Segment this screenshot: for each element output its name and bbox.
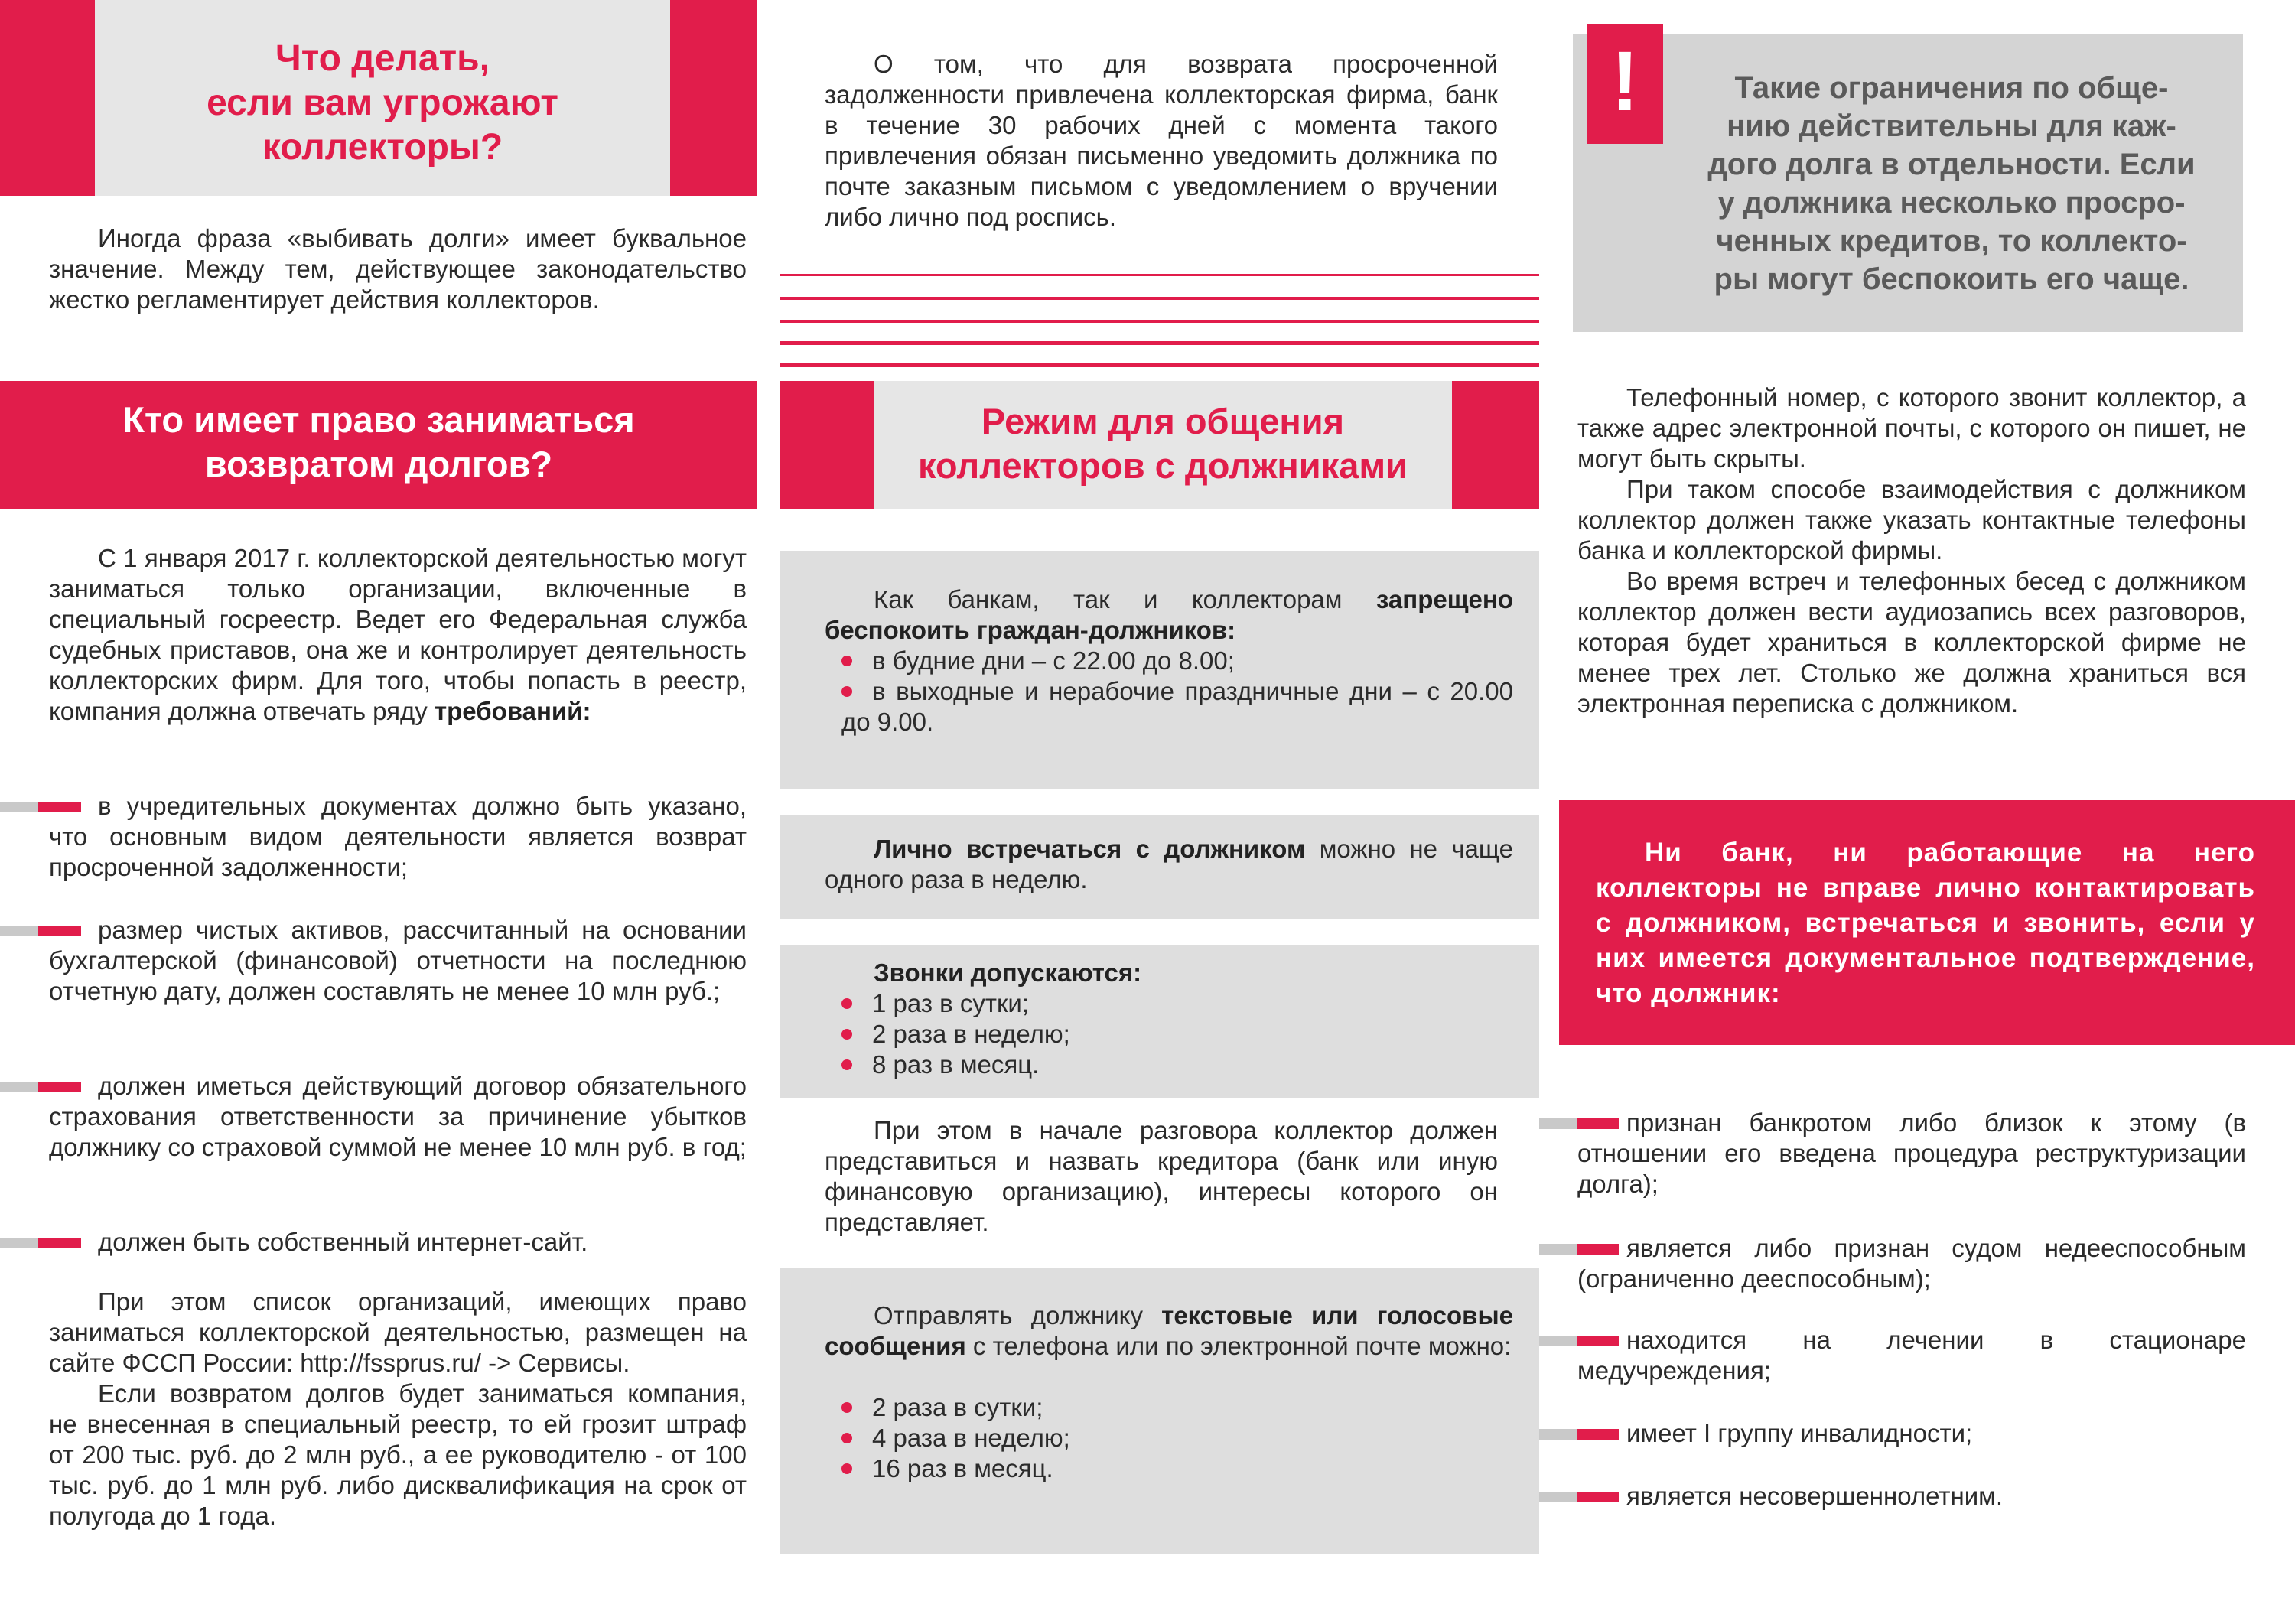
condition-item: находится на лечении в стационаре медучреждения; [1577,1326,2246,1385]
calls-box: Звонки допускаются: 1 раз в сутки; 2 раза в неделю; 8 раз в месяц. [780,945,1539,1098]
divider-line [780,341,1539,345]
divider-line [780,320,1539,323]
header-who-can: Кто имеет право заниматься возвратом долгов? [0,381,757,509]
bullet-bar [1539,1429,1577,1440]
prohibition-box [1559,800,2295,1045]
bullet-bar [0,802,38,812]
requirement-item: должен быть собственный интернет-сайт. [98,1228,588,1256]
restriction-box: Как банкам, так и коллекторам запрещено беспокоить граждан-должников: в будние дни – с 22.00 до 8.00; в выходные и нерабочие праздничные дни – с 20.00 до 9.00. [780,551,1539,789]
condition-item: имеет I группу инвалидности; [1626,1419,1973,1447]
divider-line [780,297,1539,300]
exclamation-icon: ! [1587,24,1663,144]
notice-box [1573,34,2243,332]
registry-paragraph: С 1 января 2017 г. коллекторской деятельностью могут заниматься только организации, включенные в специальный госреестр. Ведет его Федеральная служба судебных приставов, она же и контролирует деятельность коллекторских фирм. Для того, чтобы попасть в реестр, компания должна отвечать ряду требований: [49,544,747,725]
registry-list-paragraph: При этом список организаций, имеющих право заниматься коллекторской деятельностью, размещен на сайте ФССП России: http://fssprus.ru/ -> Сервисы. Если возвратом долгов будет заниматься компания, не внесенная в специальный реестр, то ей грозит штраф от 200 тыс. руб. до 2 млн руб., а ее руководителю - от 100 тыс. руб. до 1 млн руб. либо дисквалификация на срок от полугода до 1 года. [49,1287,747,1530]
meeting-box: Лично встречаться с должником можно не чаще одного раза в неделю. [780,815,1539,919]
phone-paragraph: Телефонный номер, с которого звонит коллектор, а также адрес электронной почты, с которого он пишет, не могут быть скрыты. При таком способе взаимодействия с должником коллектор должен также указать контактные телефоны банка и коллекторской фирмы. Во время встреч и телефонных бесед с должником коллектор должен вести аудиозапись всех разговоров, которая будет храниться в коллекторской фирме не менее трех лет. Столько же должна храниться вся электронная переписка с должником. [1577,383,2246,718]
bullet-bar [1539,1492,1577,1502]
header-accent-right [670,0,757,196]
divider-line [780,363,1539,367]
header-title: Режим для общения коллекторов с должниками [917,401,1408,486]
header-title: Что делать, если вам угрожают коллекторы? [207,38,558,168]
bullet-bar [1539,1336,1577,1346]
notification-paragraph: О том, что для возврата просроченной задолженности привлечена коллекторская фирма, банк в течение 30 рабочих дней с момента такого привлечения обязан письменно уведомить должника по почте заказным письмом с уведомлением о вручении либо лично под роспись. [825,50,1498,231]
header-accent-left [780,381,874,509]
divider-line [780,274,1539,276]
bullet-bar [0,926,38,936]
header-accent-left [0,0,95,196]
header-accent-right [1452,381,1539,509]
bullet-bar [0,1082,38,1092]
bullet-bar [1539,1244,1577,1255]
header-what-to-do [0,0,757,196]
prohibition-text: Ни банк, ни работающие на него коллекторы не вправе лично контактировать с должником, встречаться и звонить, если у них имеется документальное подтверждение, что должник: [1596,838,2255,1008]
requirement-item: должен иметься действующий договор обязательного страхования ответственности за причинение убытков должнику со страховой суммой не менее 10 млн руб. в год; [49,1072,747,1161]
notice-text: Такие ограничения по обще- нию действительны для каж- дого долга в отдельности. Если у должника несколько просро- ченных кредитов, то коллекто- ры могут беспокоить его чаще. [1707,71,2196,296]
bullet-bar [0,1238,38,1248]
introduce-paragraph: При этом в начале разговора коллектор должен представиться и назвать кредитора (банк или иную финансовую организацию), интересы которого он представляет. [825,1116,1498,1236]
requirement-item: в учредительных документах должно быть указано, что основным видом деятельности является возврат просроченной задолженности; [49,792,747,881]
messages-box: Отправлять должнику текстовые или голосовые сообщения с телефона или по электронной почте можно: 2 раза в сутки; 4 раза в неделю; 16 раз в месяц. [780,1268,1539,1554]
header-communication-mode [780,381,1539,509]
condition-item: является либо признан судом недееспособным (ограниченно дееспособным); [1577,1234,2246,1293]
condition-item: признан банкротом либо близок к этому (в отношении его введена процедура реструктуризации долга); [1577,1108,2246,1198]
requirement-item: размер чистых активов, рассчитанный на основании бухгалтерской (финансовой) отчетности на последнюю отчетную дату, должен составлять не менее 10 млн руб.; [49,916,747,1005]
condition-item: является несовершеннолетним. [1626,1482,2004,1510]
bullet-bar [1539,1118,1577,1129]
intro-paragraph: Иногда фраза «выбивать долги» имеет буквальное значение. Между тем, действующее законодательство жестко регламентирует действия коллекторов. [49,224,747,314]
